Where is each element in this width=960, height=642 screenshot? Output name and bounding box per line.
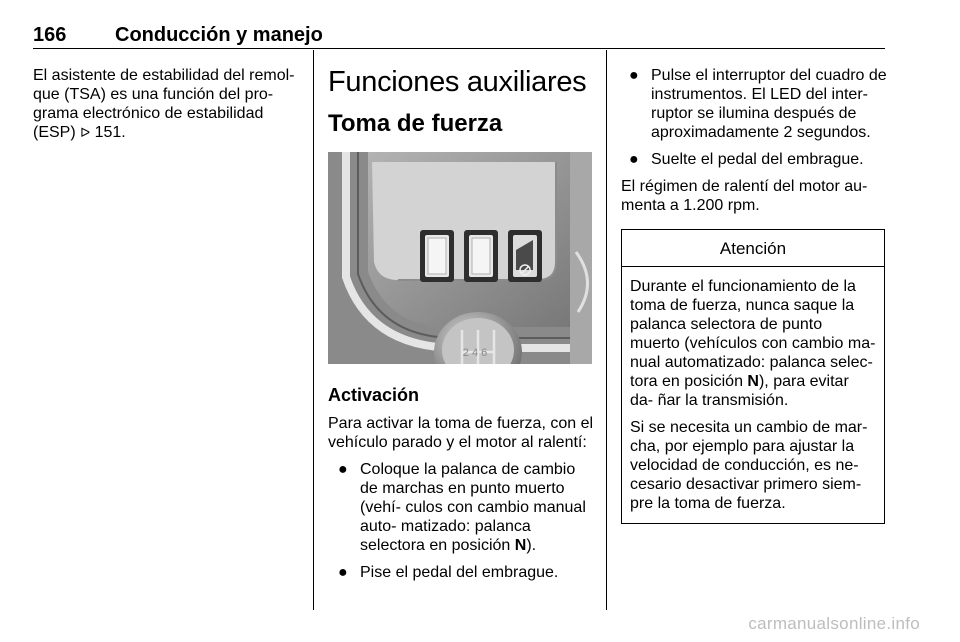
watermark: carmanualsonline.info (748, 614, 920, 633)
list-item: ● Pise el pedal del embrague. (338, 564, 559, 581)
page-number: 166 (33, 24, 67, 46)
switch-2 (464, 230, 498, 282)
caution-paragraph-1: Durante el funcionamiento de la toma de fuerza, nunca saque la palanca selectora de punto muerto (vehículos con cambio ma- nual automatizado: palanca selec- tora en posición N), para evitar da- ñar la transmisión. (630, 278, 876, 409)
list-item: ● Suelte el pedal del embrague. (629, 151, 864, 168)
tsa-line-1: El asistente de estabilidad del remol- (33, 67, 295, 84)
switch-1 (420, 230, 454, 282)
caution-title: Atención (622, 230, 884, 267)
section-title: Funciones auxiliares (328, 66, 587, 98)
column-2 (328, 66, 596, 582)
list-item: ● Pulse el interruptor del cuadro de instrumentos. El LED del inter- ruptor se ilumina después de aproximadamente 2 segundos. (629, 67, 887, 141)
activation-heading: Activación (328, 385, 420, 405)
bullet-icon: ● (629, 67, 639, 84)
pto-switch (508, 230, 542, 282)
gear-pattern-label: 2 4 6 (462, 347, 488, 359)
bullet-icon: ● (338, 564, 348, 581)
tsa-line-2: que (TSA) es una función del pro- (33, 86, 274, 103)
list-item: ● Coloque la palanca de cambio de marchas en punto muerto (vehí- culos con cambio manual auto- matizado: palanca selectora en posición N). (338, 461, 586, 554)
tsa-line-3: grama electrónico de estabilidad (33, 105, 264, 122)
pto-switch-figure (328, 152, 592, 364)
activation-steps (328, 460, 596, 582)
activation-steps-continued (621, 66, 887, 169)
page-reference: 151. (90, 124, 126, 141)
column-divider-2 (606, 50, 607, 610)
column-3 (621, 66, 887, 524)
page-reference-icon: ᐅ (80, 125, 91, 140)
idle-speed-text: El régimen de ralentí del motor au- menta a 1.200 rpm. (621, 178, 868, 214)
caution-box (621, 229, 885, 524)
page-header (33, 14, 885, 49)
tsa-line-4: (ESP) ᐅ 151. (33, 124, 126, 141)
caution-paragraph-2: Si se necesita un cambio de mar- cha, por ejemplo para ajustar la velocidad de conducción, es ne- cesario desactivar primero siem- pre la toma de fuerza. (630, 419, 868, 512)
bullet-icon: ● (629, 151, 639, 168)
page-title: Conducción y manejo (115, 24, 323, 46)
activation-intro: Para activar la toma de fuerza, con el vehículo parado y el motor al ralentí: (328, 415, 594, 451)
column-1 (33, 66, 303, 142)
caution-body (622, 267, 884, 523)
column-divider-1 (313, 50, 314, 610)
subsection-title: Toma de fuerza (328, 110, 503, 137)
bullet-icon: ● (338, 461, 348, 478)
